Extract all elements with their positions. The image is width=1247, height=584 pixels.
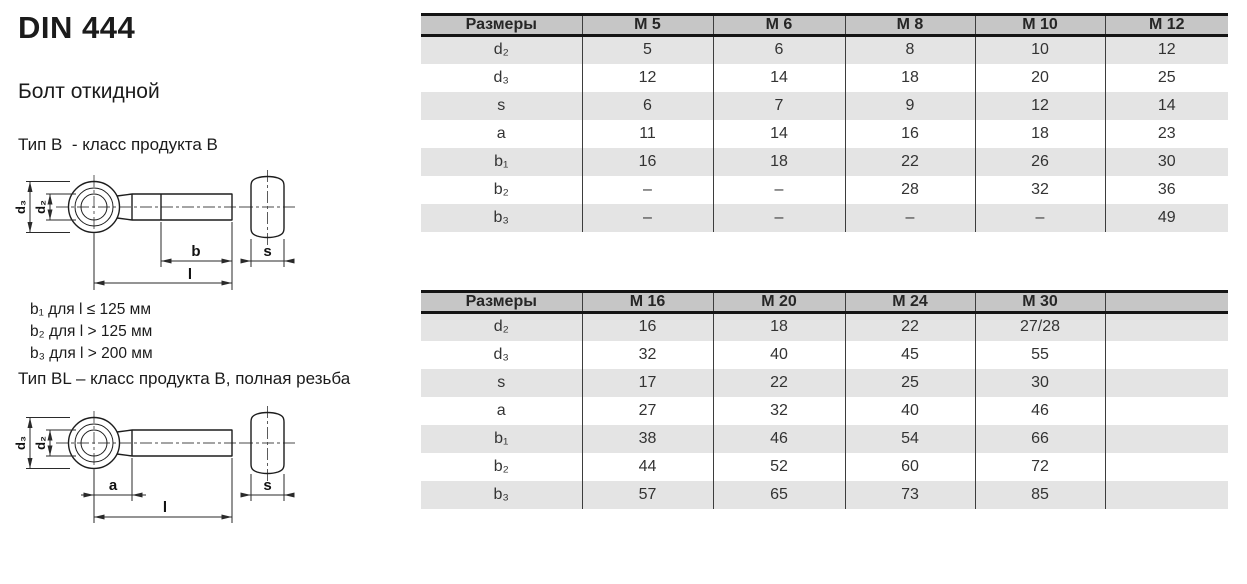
dimension-value: 40 <box>713 341 845 369</box>
dimension-value: 66 <box>975 425 1105 453</box>
dimension-value: 11 <box>582 120 713 148</box>
row-label: d₂ <box>421 36 582 64</box>
dimension-value: 5 <box>582 36 713 64</box>
page-subtitle: Болт откидной <box>18 80 160 103</box>
table-row <box>421 64 1228 92</box>
dimensions-table-m5-m12 <box>421 13 1228 232</box>
table-row <box>421 369 1228 397</box>
dim-label-d3: d₃ <box>13 200 28 214</box>
table-row <box>421 425 1228 453</box>
dimension-value: 54 <box>845 425 975 453</box>
dim-label-d3: d₃ <box>13 436 28 450</box>
table-row <box>421 120 1228 148</box>
dimension-value <box>1105 481 1228 509</box>
table-row <box>421 36 1228 64</box>
row-label: d₃ <box>493 68 509 86</box>
dimension-value: 16 <box>845 120 975 148</box>
table-row <box>421 341 1228 369</box>
dimension-value: 17 <box>582 369 713 397</box>
row-label: b₃ <box>421 481 582 509</box>
row-label: s <box>421 369 582 397</box>
table-row <box>421 453 1228 481</box>
row-label: b₃ <box>421 204 582 232</box>
table-row <box>421 313 1228 341</box>
dimension-value: 26 <box>975 148 1105 176</box>
table-header-row <box>421 292 1228 313</box>
column-header-size: M 20 <box>713 292 845 313</box>
dimension-value: 44 <box>582 453 713 481</box>
table-row <box>421 481 1228 509</box>
table-row <box>421 92 1228 120</box>
dimension-value: 60 <box>845 453 975 481</box>
dimension-lines <box>26 182 294 291</box>
type-b-heading: Тип B - класс продукта B <box>18 135 218 154</box>
table-row <box>421 397 1228 425</box>
dimension-value: 16 <box>582 313 713 341</box>
dimension-value: 18 <box>975 120 1105 148</box>
note-b2: b₂ для l > 125 мм <box>30 323 153 340</box>
dimension-value: 18 <box>713 148 845 176</box>
row-label: d₃ <box>493 345 509 363</box>
column-header-size: M 8 <box>845 15 975 36</box>
dim-label-b: b <box>191 243 201 260</box>
dimension-value: 27/28 <box>975 313 1105 341</box>
dimension-value: – <box>582 204 713 232</box>
column-header-size: M 10 <box>975 15 1105 36</box>
dimension-value: 38 <box>582 425 713 453</box>
dimension-value: 40 <box>845 397 975 425</box>
dimension-value: – <box>713 204 845 232</box>
dimension-value: 49 <box>1105 204 1228 232</box>
dimension-value: 30 <box>1105 148 1228 176</box>
dimension-value: 55 <box>975 341 1105 369</box>
column-header-size <box>1105 292 1228 313</box>
dimension-value: 72 <box>975 453 1105 481</box>
dimension-value: 22 <box>713 369 845 397</box>
row-label: b₁ <box>421 425 582 453</box>
row-label: b₂ <box>493 457 509 475</box>
dimension-value: – <box>713 176 845 204</box>
table-row <box>421 204 1228 232</box>
type-b-drawing <box>0 165 320 297</box>
dimension-value: 32 <box>713 397 845 425</box>
dimension-value: 23 <box>1105 120 1228 148</box>
row-label: a <box>496 401 506 419</box>
dimension-value: 28 <box>845 176 975 204</box>
dimension-value: 46 <box>975 397 1105 425</box>
dimension-value <box>1105 397 1228 425</box>
dimension-value: 36 <box>1105 176 1228 204</box>
dimensions-table-m16-m30 <box>421 290 1228 509</box>
dimension-value: 32 <box>975 176 1105 204</box>
thread-length-notes <box>30 299 153 365</box>
type-bl-heading: Тип BL – класс продукта B, полная резьба <box>18 369 351 388</box>
table-header-row <box>421 15 1228 36</box>
dimension-value: 12 <box>975 92 1105 120</box>
dimension-value <box>1105 453 1228 481</box>
column-header-size: M 16 <box>582 292 713 313</box>
column-header-size: M 5 <box>582 15 713 36</box>
dimension-value: 65 <box>713 481 845 509</box>
dimension-value: 6 <box>582 92 713 120</box>
dim-label-d2: d₂ <box>33 436 48 450</box>
dimension-value: 45 <box>845 341 975 369</box>
dimension-value <box>1105 313 1228 341</box>
dimension-value: – <box>975 204 1105 232</box>
column-header-size: M 30 <box>975 292 1105 313</box>
dim-label-d2: d₂ <box>33 200 48 214</box>
table-row <box>421 148 1228 176</box>
dimension-value: 12 <box>1105 36 1228 64</box>
dimension-value: 25 <box>1105 64 1228 92</box>
dimension-value: 46 <box>713 425 845 453</box>
dimension-value: 25 <box>845 369 975 397</box>
dimension-value <box>1105 341 1228 369</box>
dimension-value: 14 <box>713 120 845 148</box>
column-header-sizes: Размеры <box>421 292 582 313</box>
dimension-value: 22 <box>845 313 975 341</box>
dimension-value: 27 <box>582 397 713 425</box>
dim-label-s: s <box>263 243 272 260</box>
dimension-labels <box>13 200 272 283</box>
dimension-value: – <box>845 204 975 232</box>
dimension-value: – <box>582 176 713 204</box>
dim-label-s: s <box>263 477 272 494</box>
row-label: a <box>496 124 506 142</box>
column-header-size: M 12 <box>1105 15 1228 36</box>
column-header-size: M 24 <box>845 292 975 313</box>
dimension-value: 73 <box>845 481 975 509</box>
dimension-value: 12 <box>582 64 713 92</box>
dimension-value: 57 <box>582 481 713 509</box>
row-label: b₂ <box>493 180 509 198</box>
dimension-value: 16 <box>582 148 713 176</box>
type-bl-drawing <box>0 398 320 530</box>
dimension-value <box>1105 425 1228 453</box>
dimension-value: 8 <box>845 36 975 64</box>
note-b1: b₁ для l ≤ 125 мм <box>30 301 151 318</box>
dimension-value: 6 <box>713 36 845 64</box>
dimension-value: 14 <box>713 64 845 92</box>
dimension-value: 7 <box>713 92 845 120</box>
column-header-sizes: Размеры <box>421 15 582 36</box>
dimension-value: 22 <box>845 148 975 176</box>
dim-label-a: a <box>108 477 118 494</box>
page-title: DIN 444 <box>18 10 136 45</box>
dimension-labels <box>13 436 272 516</box>
note-b3: b₃ для l > 200 мм <box>30 345 153 362</box>
row-label: b₁ <box>421 148 582 176</box>
dim-label-l: l <box>187 266 193 283</box>
dim-label-l: l <box>162 499 168 516</box>
dimension-value: 20 <box>975 64 1105 92</box>
row-label: s <box>421 92 582 120</box>
dimension-value: 30 <box>975 369 1105 397</box>
table-row <box>421 176 1228 204</box>
dimension-value: 10 <box>975 36 1105 64</box>
dimension-value: 18 <box>845 64 975 92</box>
column-header-size: M 6 <box>713 15 845 36</box>
dimension-value: 9 <box>845 92 975 120</box>
dimension-value <box>1105 369 1228 397</box>
dimension-value: 14 <box>1105 92 1228 120</box>
row-label: d₂ <box>421 313 582 341</box>
dimension-value: 18 <box>713 313 845 341</box>
dimension-value: 85 <box>975 481 1105 509</box>
dimension-value: 52 <box>713 453 845 481</box>
dimension-value: 32 <box>582 341 713 369</box>
